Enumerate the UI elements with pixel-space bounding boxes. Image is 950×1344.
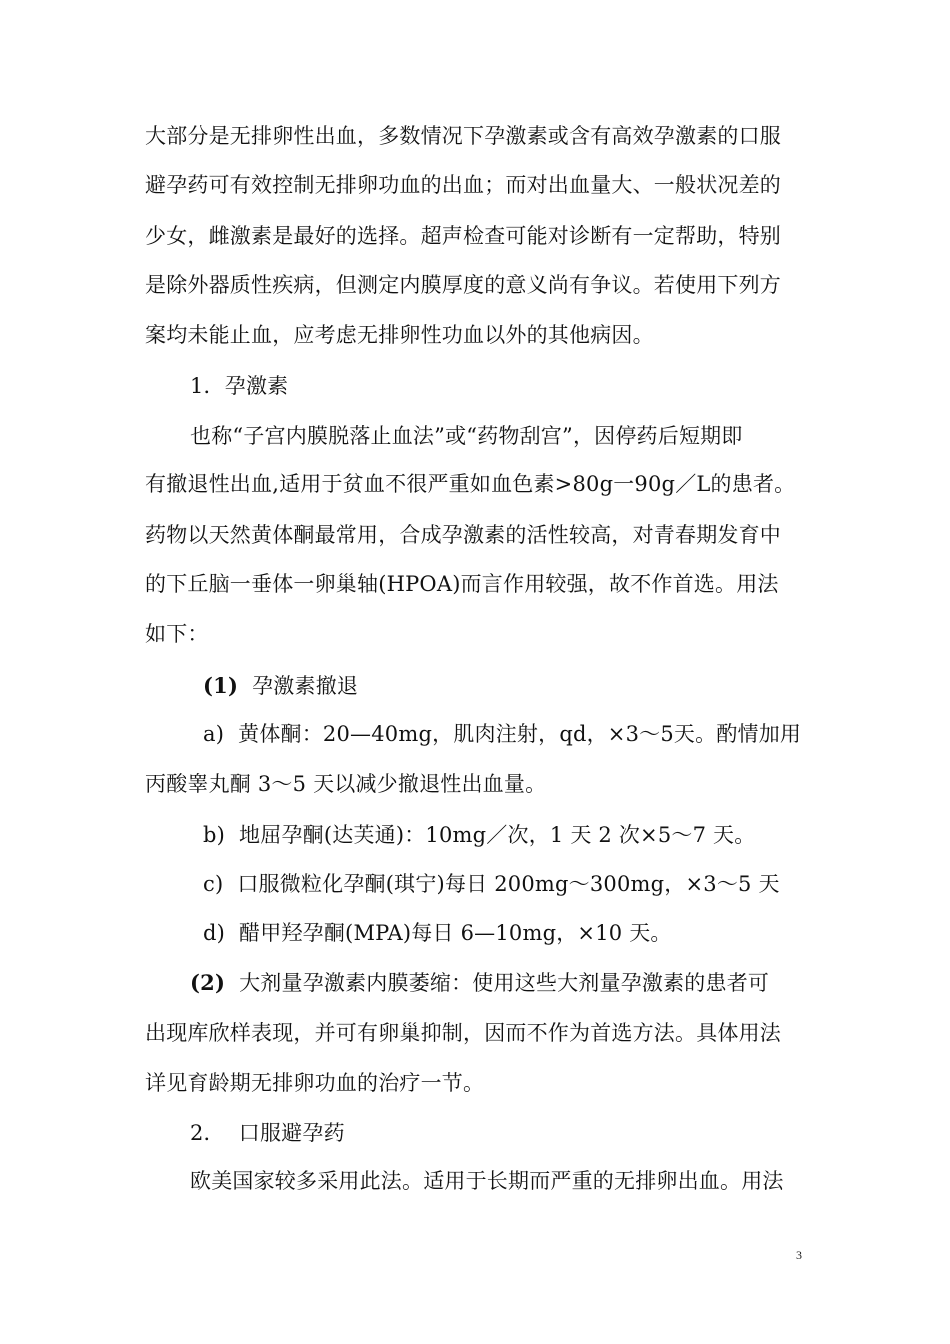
list-item-text: 黄体酮：20—40mg，肌肉注射，qd，×3～5天。酌情加用 [238, 722, 802, 746]
paragraph-line: 大剂量孕激素内膜萎缩：使用这些大剂量孕激素的患者可 [239, 971, 770, 995]
section-heading: 1．孕激素 [190, 374, 289, 398]
list-item-text: 醋甲羟孕酮(MPA)每日 6—10mg，×10 天。 [239, 921, 672, 945]
section-heading [190, 1119, 345, 1147]
page-number: 3 [796, 1248, 802, 1262]
list-item-label: b) [203, 823, 226, 847]
list-item-continuation: 丙酸睾丸酮 3～5 天以减少撤退性出血量。 [145, 772, 547, 796]
subsection-number: (2) [190, 970, 226, 995]
list-item-label: a) [203, 722, 225, 746]
subsection-heading [203, 672, 358, 700]
subsection-title: 孕激素撤退 [252, 674, 359, 698]
list-item-text: 地屈孕酮(达芙通)：10mg／次，1 天 2 次×5～7 天。 [239, 823, 756, 847]
paragraph-line: 有撤退性出血,适用于贫血不很严重如血色素>80g一90g／L的患者。 [145, 472, 796, 496]
list-item-label: c) [203, 872, 224, 896]
list-item [203, 870, 780, 898]
paragraph-line: 少女，雌激素是最好的选择。超声检查可能对诊断有一定帮助，特别 [145, 224, 781, 248]
paragraph-line: 出现库欣样表现，并可有卵巢抑制，因而不作为首选方法。具体用法 [145, 1021, 781, 1045]
list-item-text: 口服微粒化孕酮(琪宁)每日 200mg～300mg，×3～5 天 [237, 872, 780, 896]
paragraph-line: 也称“子宫内膜脱落止血法”或“药物刮宫”，因停药后短期即 [190, 424, 743, 448]
paragraph-line: 是除外器质性疾病，但测定内膜厚度的意义尚有争议。若使用下列方 [145, 273, 781, 297]
list-item-label: d) [203, 921, 226, 945]
paragraph-line: 避孕药可有效控制无排卵功血的出血；而对出血量大、一般状况差的 [145, 173, 781, 197]
paragraph-line: 详见育龄期无排卵功血的治疗一节。 [145, 1071, 485, 1095]
section-title: 口服避孕药 [238, 1121, 345, 1145]
section-number: 2． [190, 1121, 225, 1145]
paragraph-line: 药物以天然黄体酮最常用，合成孕激素的活性较高，对青春期发育中 [145, 523, 781, 547]
subsection-number: (1) [203, 673, 239, 698]
paragraph-line: 的下丘脑一垂体一卵巢轴(HPOA)而言作用较强，故不作首选。用法 [145, 572, 779, 596]
paragraph-line: 案均未能止血，应考虑无排卵性功血以外的其他病因。 [145, 323, 654, 347]
paragraph-line: 大部分是无排卵性出血，多数情况下孕激素或含有高效孕激素的口服 [145, 124, 781, 148]
list-item [203, 720, 801, 748]
paragraph-line: 欧美国家较多采用此法。适用于长期而严重的无排卵出血。用法 [190, 1169, 784, 1193]
list-item [203, 821, 755, 849]
subsection-paragraph [190, 969, 769, 997]
list-item [203, 919, 672, 947]
paragraph-line: 如下： [145, 622, 209, 646]
